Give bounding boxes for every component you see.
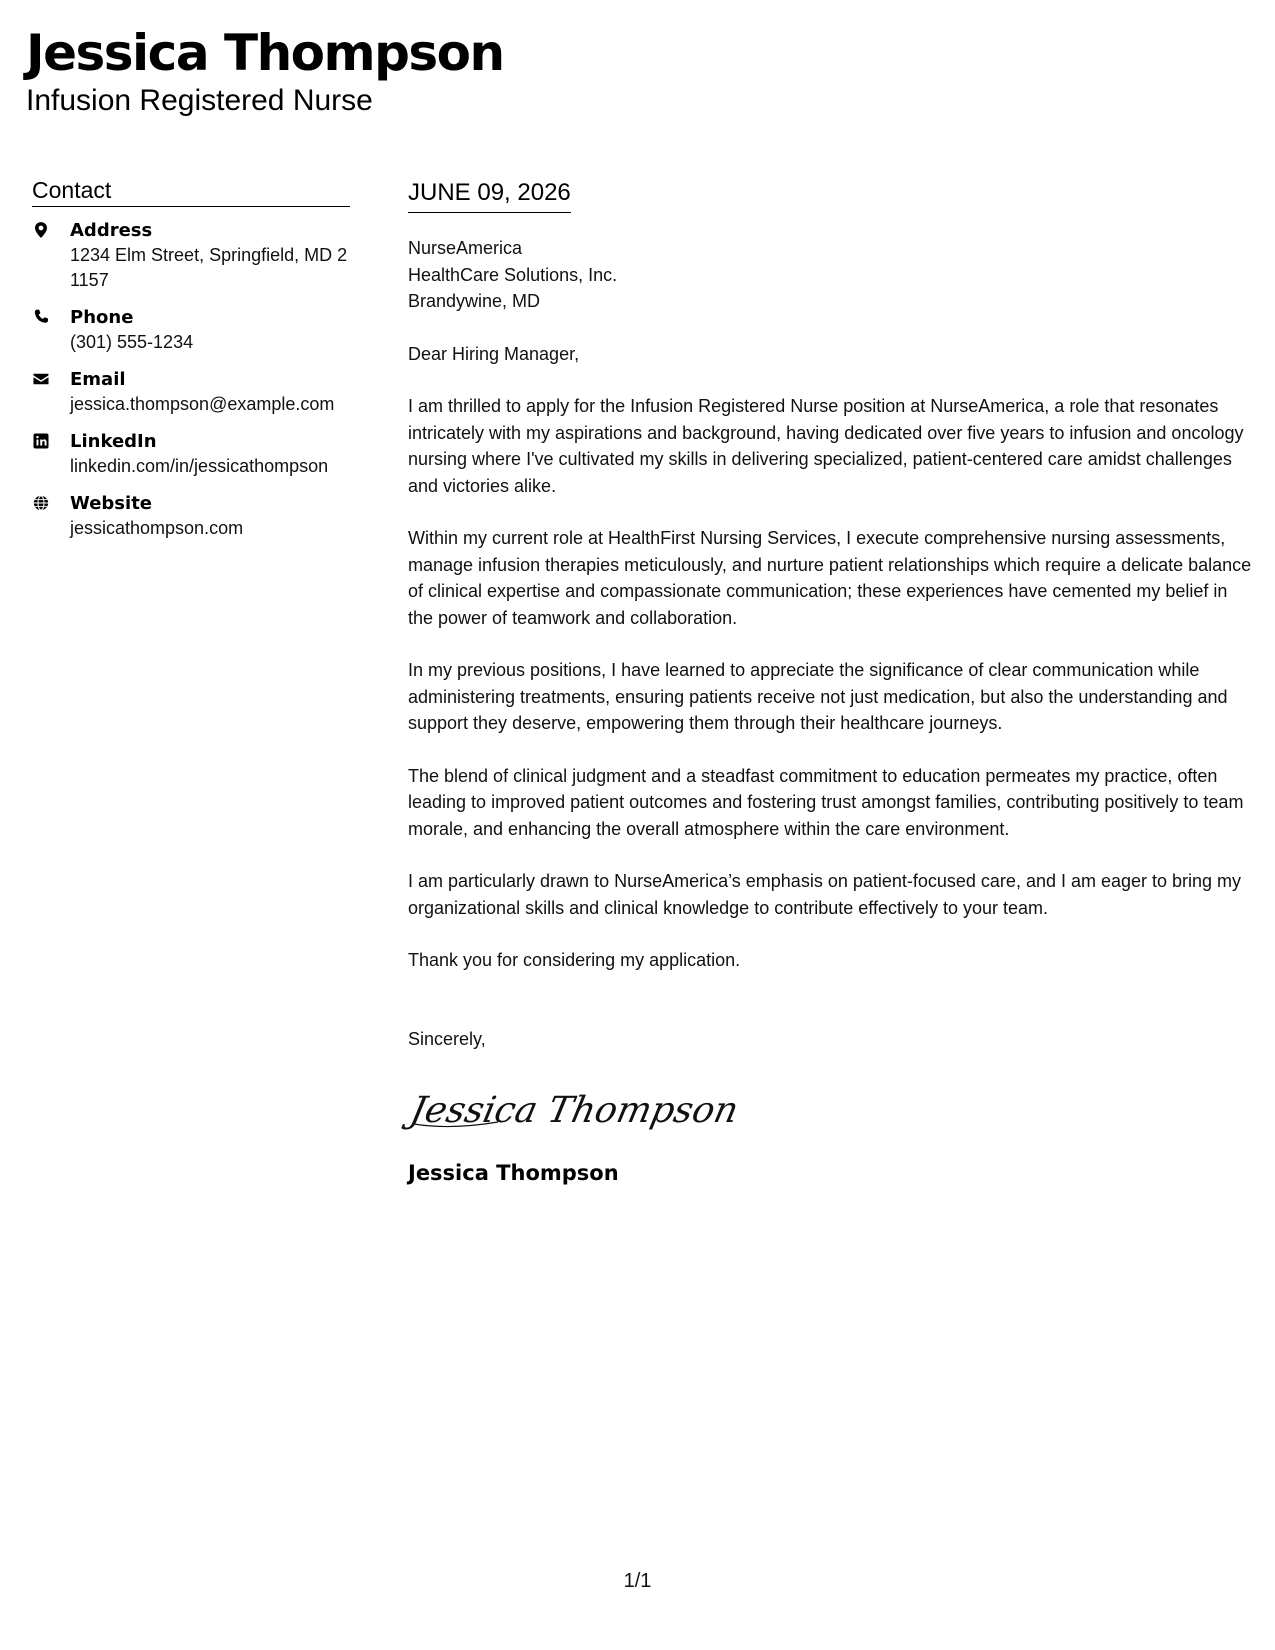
contact-email — [32, 368, 350, 417]
cover-letter — [408, 178, 1253, 1186]
map-pin-icon — [32, 219, 70, 293]
body-paragraph: Within my current role at HealthFirst Nursing Services, I execute comprehensive nursing assessments, manage infusion therapies meticulously, and nurture patient relationships which require a delicate balance of clinical expertise and compassionate communication; these experiences have cemented my belief in the power of teamwork and collaboration. — [408, 528, 1252, 628]
address-label: Address — [70, 220, 153, 241]
email-label: Email — [70, 369, 126, 390]
signature-text: Jessica Thompson — [406, 1088, 743, 1131]
body-paragraph: I am thrilled to apply for the Infusion Registered Nurse position at NurseAmerica, a role that resonates intricately with my aspirations and background, having dedicated over five years to infusion and oncology nursing where I've cultivated my skills in delivering specialized, patient-centered care amidst challenges and victories alike. — [408, 396, 1244, 496]
email-value: jessica.thompson@example.com — [70, 394, 335, 414]
handwritten-signature — [408, 1078, 1253, 1142]
applicant-title: Infusion Registered Nurse — [26, 84, 373, 117]
envelope-icon — [32, 368, 70, 417]
body-paragraph: The blend of clinical judgment and a steadfast commitment to education permeates my practice, often leading to improved patient outcomes and fostering trust amongst families, contributing positively to team morale, and enhancing the overall atmosphere within the care environment. — [408, 765, 1244, 839]
recipient-line: NurseAmerica — [408, 238, 523, 258]
closing: Sincerely, — [408, 1028, 486, 1049]
contact-phone — [32, 306, 350, 355]
letter-date: JUNE 09, 2026 — [408, 179, 571, 206]
address-value: 1234 Elm Street, Springfield, MD 21157 — [70, 245, 348, 290]
page-number: 1/1 — [623, 1570, 652, 1592]
phone-label: Phone — [70, 307, 134, 328]
website-value: jessicathompson.com — [70, 518, 244, 538]
globe-icon — [32, 492, 70, 541]
website-label: Website — [70, 493, 153, 514]
recipient-block — [408, 235, 1253, 315]
recipient-line: Brandywine, MD — [408, 291, 541, 311]
resume-header — [26, 22, 504, 118]
body-paragraph: Thank you for considering my application. — [408, 950, 741, 970]
signer-name: Jessica Thompson — [408, 1161, 619, 1185]
phone-icon — [32, 306, 70, 355]
contact-heading: Contact — [32, 176, 350, 207]
contact-website — [32, 492, 350, 541]
linkedin-label: LinkedIn — [70, 431, 157, 452]
salutation: Dear Hiring Manager, — [408, 343, 580, 364]
linkedin-value: linkedin.com/in/jessicathompson — [70, 456, 329, 476]
letter-date-block — [408, 178, 571, 213]
contact-linkedin — [32, 430, 350, 479]
body-paragraph: In my previous positions, I have learned to appreciate the significance of clear communication while administering treatments, ensuring patients receive not just medication, but also the understanding and support they deserve, empowering them through their healthcare journeys. — [408, 660, 1228, 733]
applicant-name: Jessica Thompson — [26, 24, 504, 82]
contact-sidebar — [32, 176, 350, 554]
phone-value: (301) 555-1234 — [70, 332, 194, 352]
body-paragraph: I am particularly drawn to NurseAmerica’s emphasis on patient-focused care, and I am eager to bring my organizational skills and clinical knowledge to contribute effectively to your team. — [408, 871, 1242, 918]
contact-address — [32, 219, 350, 293]
linkedin-icon — [32, 430, 70, 479]
recipient-line: HealthCare Solutions, Inc. — [408, 264, 618, 285]
